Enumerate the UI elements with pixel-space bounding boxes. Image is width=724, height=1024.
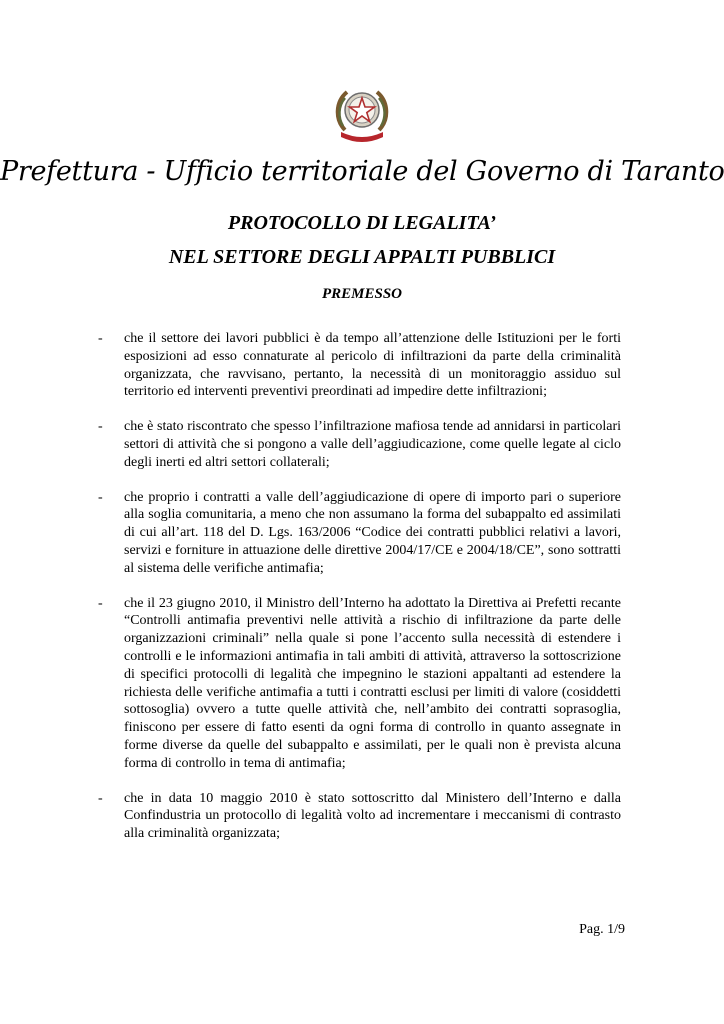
list-item — [98, 790, 621, 843]
bullet-dash: - — [98, 331, 103, 346]
office-title: Prefettura - Ufficio territoriale del Governo di Taranto — [0, 156, 724, 187]
list-item — [98, 418, 621, 471]
premise-list — [98, 330, 621, 860]
document-title — [0, 206, 724, 274]
list-item — [98, 489, 621, 578]
bullet-dash: - — [98, 489, 103, 505]
list-item-text: che in data 10 maggio 2010 è stato sottoscritto dal Ministero dell’Interno e dalla Confindustria un protocollo di legalità volto ad incrementare i meccanismi di contrasto alla criminalità organizzata; — [124, 790, 621, 842]
document-title-line-1: PROTOCOLLO DI LEGALITA’ — [227, 212, 497, 234]
section-heading: PREMESSO — [321, 286, 403, 302]
page-number: Pag. 1/9 — [579, 922, 625, 937]
list-item-text: che il settore dei lavori pubblici è da tempo all’attenzione delle Istituzioni per le forti esposizioni ad esso connaturate al pericolo di infiltrazioni da parte della criminalità organizzata, che ravvisano, pertanto, la necessità di un monitoraggio assiduo sul territorio ed interventi preventivi preordinati ad impedire dette infiltrazioni; — [124, 331, 621, 400]
italian-republic-emblem — [329, 80, 395, 146]
list-item-text: che proprio i contratti a valle dell’aggiudicazione di opere di importo pari o superiore alla soglia comunitaria, a meno che non assumano la forma del subappalto ed assimilati di cui all’art. 118 del D. Lgs. 163/2006 “Codice dei contratti pubblici relativi a lavori, servizi e forniture in attuazione delle direttive 2004/17/CE e 2004/18/CE”, sono sottratti al sistema delle verifiche antimafia; — [124, 489, 621, 576]
list-item — [98, 595, 621, 773]
bullet-dash: - — [98, 419, 103, 435]
emblem-icon — [329, 80, 395, 146]
list-item-text: che è stato riscontrato che spesso l’infiltrazione mafiosa tende ad annidarsi in particolari settori di attività che si pongono a valle dell’aggiudicazione, come quelle legate al ciclo degli inerti ed altri settori collaterali; — [124, 419, 621, 470]
list-item — [98, 330, 621, 401]
bullet-dash: - — [98, 595, 103, 611]
list-item-text: che il 23 giugno 2010, il Ministro dell’Interno ha adottato la Direttiva ai Prefetti recante “Controlli antimafia preventivi nelle attività a rischio di infiltrazione da parte delle organizzazioni criminali” nella quale si pone l’accento sulla necessità di estendere i controlli e le informazioni antimafia in tali ambiti di attività, attraverso la sottoscrizione di specifici protocolli di legalità che impegnino le stazioni appaltanti ad estendere la richiesta delle verifiche antimafia a tutti i contratti esclusi per limiti di valore (cosiddetti sottosoglia) ovvero a tutte quelle attività che, nell’ambito dei contratti soprasoglia, finiscono per essere di fatto esenti da ogni forma di controllo in quanto assegnate in forme diverse da quelle del subappalto e assimilati, per le quali non è prevista alcuna forma di controllo in tema di antimafia; — [124, 595, 621, 771]
bullet-dash: - — [98, 790, 103, 806]
document-title-line-2: NEL SETTORE DEGLI APPALTI PUBBLICI — [168, 246, 556, 268]
